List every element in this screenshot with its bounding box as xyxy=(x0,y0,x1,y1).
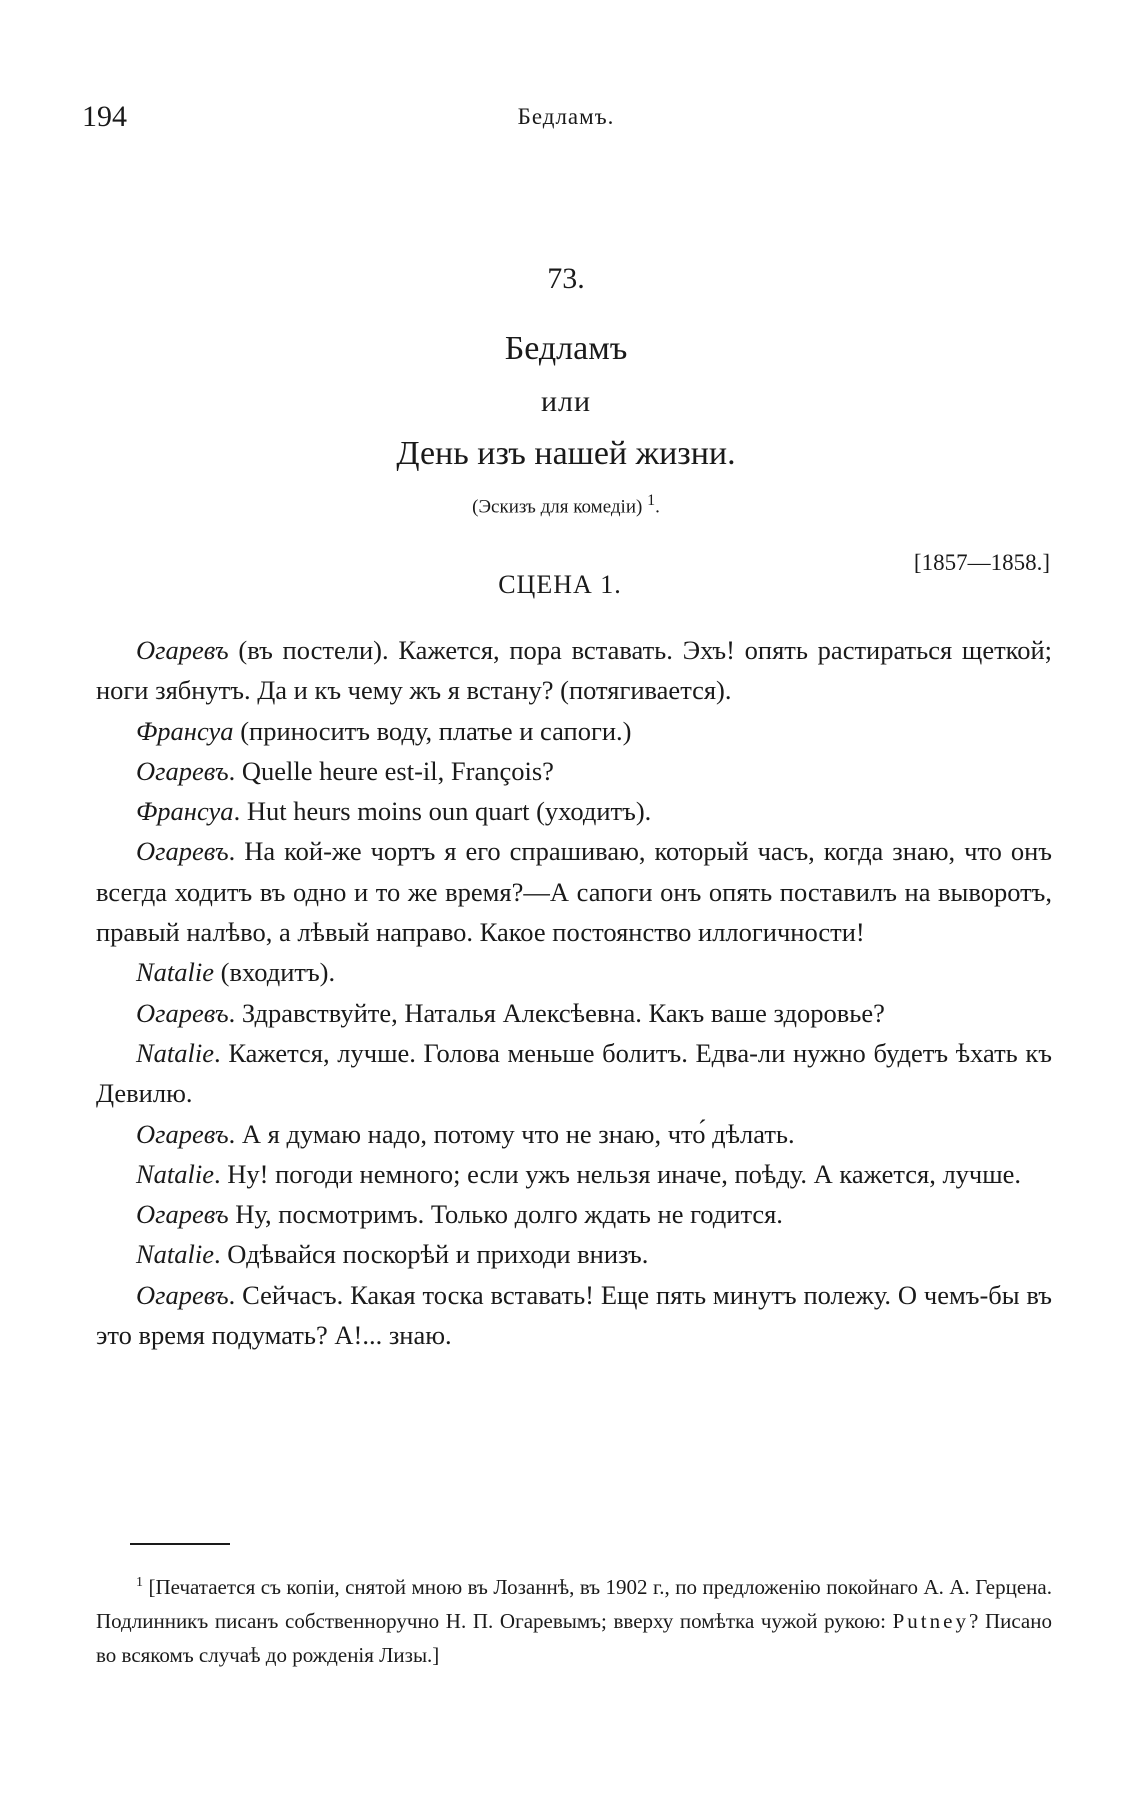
speech-text: . А я думаю надо, потому что не знаю, что́ дѣлать. xyxy=(228,1118,795,1149)
page-number: 194 xyxy=(82,100,127,133)
genre-note xyxy=(82,492,1050,518)
speech-text: . Сейчасъ. Какая тоска вставать! Еще пять минутъ полежу. О чемъ-бы въ это время подумать? А!... знаю. xyxy=(96,1279,1052,1351)
speaker-name: Огаревъ xyxy=(136,997,229,1028)
footnote-paragraph xyxy=(96,1566,1052,1672)
footnote-reference: 1 xyxy=(647,492,656,509)
speaker-name: Natalie xyxy=(136,1158,215,1189)
speech-text: . На кой-же чортъ я его спрашиваю, который часъ, когда знаю, что онъ всегда ходитъ въ одно и то же время?—А сапоги онъ опять поставилъ на выворотъ, правый налѣво, а лѣвый направо. Какое постоянство иллогичности! xyxy=(96,836,1052,948)
footnote xyxy=(96,1566,1052,1672)
speech-text: . Здравствуйте, Наталья Алексѣевна. Какъ ваше здоровье? xyxy=(228,997,885,1028)
speaker-name: Огаревъ xyxy=(136,836,229,867)
dialogue-body xyxy=(96,630,1052,1355)
speaker-name: Огаревъ xyxy=(136,1118,229,1149)
scene-heading: СЦЕНА 1. xyxy=(498,570,622,599)
dialogue-line xyxy=(96,630,1052,711)
piece-number: 73. xyxy=(547,262,585,295)
dialogue-line xyxy=(96,791,1052,831)
speech-text: Ну, посмотримъ. Только долго ждать не годится. xyxy=(228,1199,783,1230)
date-range: [1857—1858.] xyxy=(913,550,1050,575)
dialogue-line xyxy=(96,1033,1052,1114)
footnote-place-name: Putney xyxy=(892,1609,969,1633)
dialogue-line xyxy=(96,1234,1052,1274)
footnote-text-start: [Печатается съ копіи, снятой мною въ Лозаннѣ, въ 1902 г., по предложенію покойнаго А. А. Герцена. Подлинникъ писанъ собственноручно Н. П. Огаревымъ; вверху помѣтка чужой рукою: xyxy=(96,1575,1052,1633)
page-header xyxy=(82,100,1050,140)
dialogue-line xyxy=(96,751,1052,791)
speech-text: . Hut heurs moins oun quart (уходитъ). xyxy=(233,796,652,827)
speaker-name: Natalie xyxy=(136,1239,215,1270)
speech-text: . Одѣвайся поскорѣй и приходи внизъ. xyxy=(214,1239,649,1270)
speaker-name: Natalie xyxy=(136,957,215,988)
dialogue-line xyxy=(96,1275,1052,1356)
speech-text: (входитъ). xyxy=(214,957,336,988)
speaker-name: Огаревъ xyxy=(136,1279,229,1310)
speaker-name: Natalie xyxy=(136,1037,215,1068)
dialogue-line xyxy=(96,711,1052,751)
dialogue-line xyxy=(96,952,1052,992)
speech-text: . Ну! погоди немного; если ужъ нельзя иначе, поѣду. А кажется, лучше. xyxy=(214,1158,1022,1189)
speech-text: . Кажется, лучше. Голова меньше болитъ. Едва-ли нужно будетъ ѣхать къ Девилю. xyxy=(96,1037,1052,1109)
footnote-mark: 1 xyxy=(136,1575,143,1590)
piece-title: Бедламъ xyxy=(504,330,628,367)
footnote-rule xyxy=(130,1543,230,1545)
speaker-name: Франсуа xyxy=(136,715,234,746)
running-head: Бедламъ. xyxy=(517,104,615,129)
dialogue-line xyxy=(96,1114,1052,1154)
dialogue-line xyxy=(96,1154,1052,1194)
speaker-name: Огаревъ xyxy=(136,755,229,786)
genre-note-period: . xyxy=(655,496,660,518)
speech-text: (приноситъ воду, платье и сапоги.) xyxy=(233,715,632,746)
title-conjunction: или xyxy=(540,385,592,418)
speaker-name: Огаревъ xyxy=(136,1199,229,1230)
footnote-text-end: ? Писано во всякомъ случаѣ до рожденія Лизы.] xyxy=(96,1609,1052,1667)
dialogue-line xyxy=(96,993,1052,1033)
piece-subtitle: День изъ нашей жизни. xyxy=(396,435,736,472)
dialogue-line xyxy=(96,1194,1052,1234)
dialogue-line xyxy=(96,831,1052,952)
speaker-name: Франсуа xyxy=(136,796,234,827)
genre-note-text: (Эскизъ для комедіи) xyxy=(472,496,643,518)
speech-text: . Quelle heure est-il, François? xyxy=(228,755,554,786)
speaker-name: Огаревъ xyxy=(136,635,229,665)
speech-text: (въ постели). Кажется, пора вставать. Эхъ! опять растираться щеткой; ноги зябнутъ. Да и къ чему жъ я встану? (потягивается). xyxy=(96,635,1052,706)
